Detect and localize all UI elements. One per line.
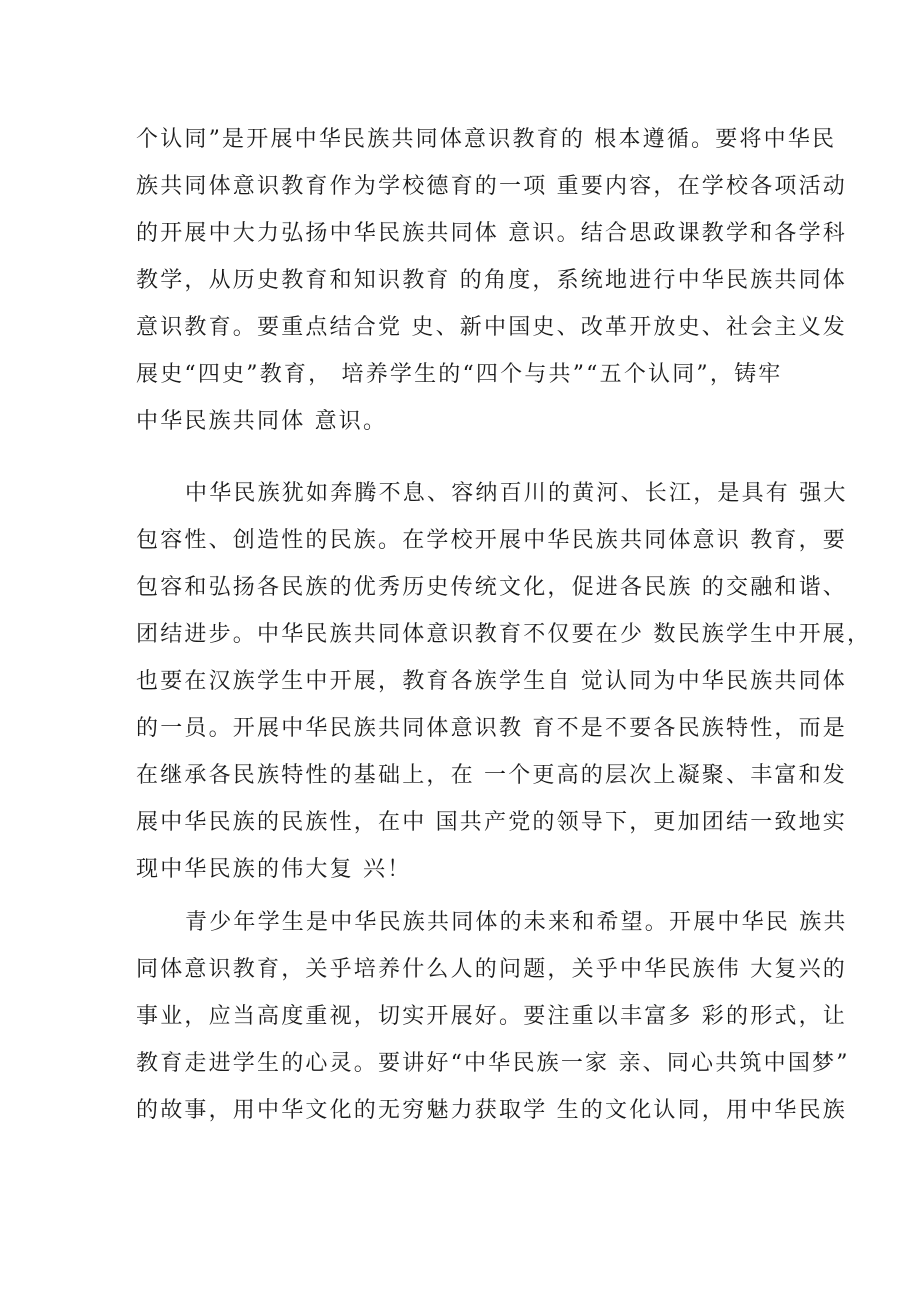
- paragraph-2-line-3: 包容和弘扬各民族的优秀历史传统文化，促进各民族 的交融和谐、: [136, 575, 847, 600]
- paragraph-2-line-9: 现中华民族的伟大复 兴！: [136, 857, 412, 882]
- paragraph-2-line-1: 中华民族犹如奔腾不息、容纳百川的黄河、长江，是具有 强大: [185, 481, 848, 506]
- paragraph-2-line-2: 包容性、创造性的民族。在学校开展中华民族共同体意识 教育，要: [136, 528, 847, 553]
- paragraph-2-line-5: 也要在汉族学生中开展，教育各族学生自 觉认同为中华民族共同体: [136, 669, 847, 694]
- paragraph-1-line-2: 族共同体意识教育作为学校德育的一项 重要内容，在学校各项活动: [136, 174, 847, 199]
- paragraph-2-line-8: 展中华民族的民族性，在中 国共产党的领导下，更加团结一致地实: [136, 810, 847, 835]
- paragraph-3-line-1: 青少年学生是中华民族共同体的未来和希望。开展中华民 族共: [185, 910, 848, 935]
- paragraph-1-line-5: 意识教育。要重点结合党 史、新中国史、改革开放史、社会主义发: [136, 315, 847, 340]
- paragraph-2-line-4: 团结进步。中华民族共同体意识教育不仅要在少 数民族学生中开展，: [136, 622, 872, 647]
- paragraph-3-line-5: 的故事，用中华文化的无穷魅力获取学 生的文化认同，用中华民族: [136, 1098, 847, 1123]
- paragraph-1-line-1: 个认同”是开展中华民族共同体意识教育的 根本遵循。要将中华民: [136, 127, 837, 152]
- paragraph-1-line-3: 的开展中大力弘扬中华民族共同体 意识。结合思政课教学和各学科: [136, 221, 847, 246]
- paragraph-1-line-6: 展史“四史”教育， 培养学生的“四个与共”“五个认同”，铸牢: [136, 362, 783, 387]
- paragraph-3-line-2: 同体意识教育，关乎培养什么人的问题，关乎中华民族伟 大复兴的: [136, 957, 847, 982]
- paragraph-2-line-6: 的一员。开展中华民族共同体意识教 育不是不要各民族特性，而是: [136, 716, 847, 741]
- paragraph-3-line-4: 教育走进学生的心灵。要讲好“中华民族一家 亲、同心共筑中国梦”: [136, 1051, 850, 1076]
- paragraph-2-line-7: 在继承各民族特性的基础上，在 一个更高的层次上凝聚、丰富和发: [136, 763, 847, 788]
- paragraph-1-line-7: 中华民族共同体 意识。: [136, 409, 388, 434]
- paragraph-3-line-3: 事业，应当高度重视，切实开展好。要注重以丰富多 彩的形式，让: [136, 1004, 847, 1029]
- paragraph-1-line-4: 教学，从历史教育和知识教育 的角度，系统地进行中华民族共同体: [136, 268, 847, 293]
